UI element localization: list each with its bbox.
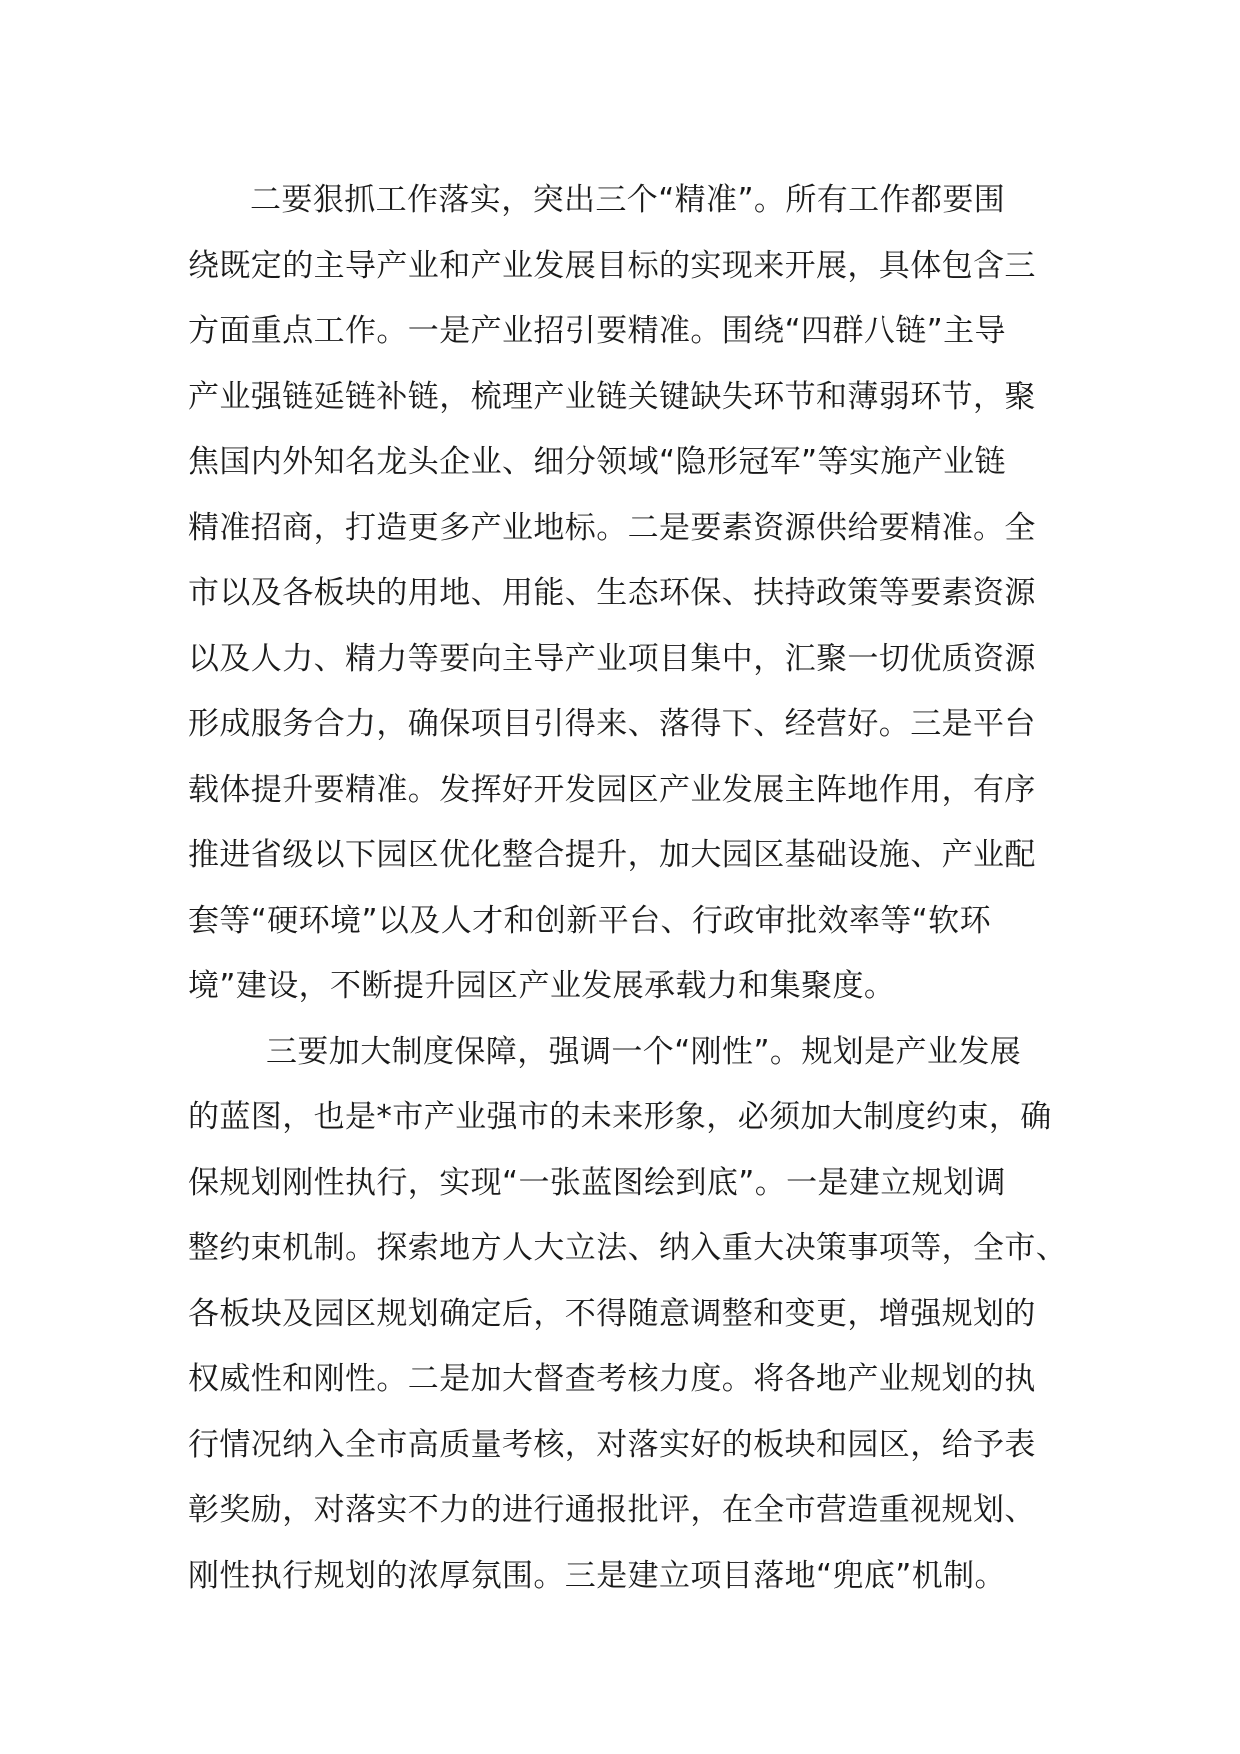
body-text xyxy=(188,168,1068,1609)
text-line: 载体提升要精准。发挥好开发园区产业发展主阵地作用，有序 xyxy=(188,771,1036,808)
text-line: 行情况纳入全市高质量考核，对落实好的板块和园区，给予表 xyxy=(188,1426,1036,1463)
text-line: 境”建设，不断提升园区产业发展承载力和集聚度。 xyxy=(188,968,896,1004)
text-line: 权威性和刚性。二是加大督查考核力度。将各地产业规划的执 xyxy=(188,1361,1036,1397)
text-line: 绕既定的主导产业和产业发展目标的实现来开展，具体包含三 xyxy=(188,247,1036,284)
text-line: 彰奖励，对落实不力的进行通报批评，在全市营造重视规划、 xyxy=(188,1492,1036,1528)
text-line: 市以及各板块的用地、用能、生态环保、扶持政策等要素资源 xyxy=(188,575,1036,611)
text-line: 精准招商，打造更多产业地标。二是要素资源供给要精准。全 xyxy=(188,509,1036,546)
paragraph-1 xyxy=(188,168,1068,1020)
text-line: 刚性执行规划的浓厚氛围。三是建立项目落地“兜底”机制。 xyxy=(188,1557,1006,1594)
text-line: 以及人力、精力等要向主导产业项目集中，汇聚一切优质资源 xyxy=(188,640,1036,677)
text-line: 套等“硬环境”以及人才和创新平台、行政审批效率等“软环 xyxy=(188,902,991,939)
paragraph-2 xyxy=(188,1020,1068,1610)
text-line: 三要加大制度保障，强调一个“刚性”。规划是产业发展 xyxy=(266,1033,1022,1070)
text-line: 产业强链延链补链，梳理产业链关键缺失环节和薄弱环节，聚 xyxy=(188,378,1036,415)
text-line: 焦国内外知名龙头企业、细分领域“隐形冠军”等实施产业链 xyxy=(188,444,1006,480)
text-line: 二要狠抓工作落实，突出三个“精准”。所有工作都要围 xyxy=(250,182,1006,218)
text-line: 各板块及园区规划确定后，不得随意调整和变更，增强规划的 xyxy=(188,1295,1036,1332)
text-line: 整约束机制。探索地方人大立法、纳入重大决策事项等，全市、 xyxy=(188,1230,1068,1266)
text-line: 的蓝图，也是*市产业强市的未来形象，必须加大制度约束，确 xyxy=(188,1099,1052,1135)
text-line: 形成服务合力，确保项目引得来、落得下、经营好。三是平台 xyxy=(188,706,1036,742)
text-line: 保规划刚性执行，实现“一张蓝图绘到底”。一是建立规划调 xyxy=(188,1164,1006,1201)
text-line: 方面重点工作。一是产业招引要精准。围绕“四群八链”主导 xyxy=(188,313,1006,349)
text-line: 推进省级以下园区优化整合提升，加大园区基础设施、产业配 xyxy=(188,837,1036,873)
